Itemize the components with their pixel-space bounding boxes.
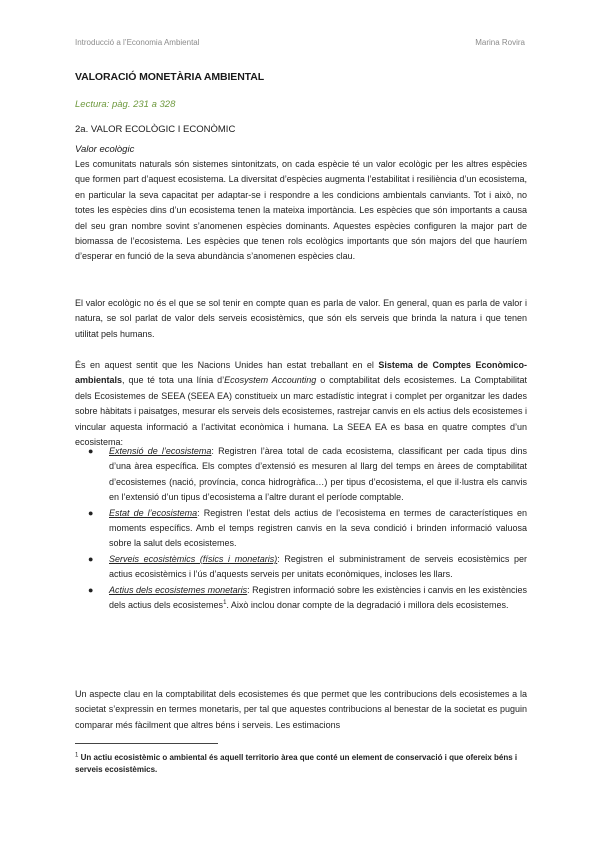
list-item <box>88 552 527 583</box>
bullet-icon: ● <box>88 553 94 564</box>
section-heading: 2a. VALOR ECOLÒGIC I ECONÒMIC <box>75 124 236 135</box>
list-item-text: : Registren el subministrament de serveis ecosistèmics per actius ecosistèmics i l’ús d’aquests serveis per unitats econòmiques, incloses les llars. <box>109 553 527 580</box>
p3-text-a: És en aquest sentit que les Nacions Unides han estat treballant en el <box>75 360 379 370</box>
bullet-icon: ● <box>88 446 94 456</box>
list-item-text: : Registren l’estat dels actius de l’ecosistema en termes de característiques en moments específics. Amb el temps registren canvis en la seva condició i brinden informació valuosa sobre la salut dels ecosistemes. <box>109 507 527 549</box>
p3-text-c: o comptabilitat dels ecosistemes. La Comptabilitat dels Ecosistemes de SEEA (SEEA EA) constitueix un marc estadístic integrat i complet per organitzar les dades sobre hàbitats i paisatges, mesurar els serveis dels ecosistemes, rastrejar canvis en els actius dels ecosistemes i vincular aquesta informació a l’activitat econòmica i humana. La SEEA EA es basa en quatre comptes d’un ecosistema: <box>75 375 527 448</box>
bullet-icon: ● <box>88 584 94 595</box>
footnote-number: 1 <box>75 752 79 759</box>
paragraph-seea <box>75 358 527 450</box>
reading-reference: Lectura: pàg. 231 a 328 <box>75 99 176 110</box>
p3-text-b: , que té tota una línia d’ <box>122 375 225 386</box>
running-header-course: Introducció a l’Economia Ambiental <box>75 38 200 47</box>
list-item-term: Estat de l’ecosistema <box>109 507 198 518</box>
list-item-text-cont: . Això inclou donar compte de la degradació i millora dels ecosistemes. <box>226 600 509 611</box>
running-header-author: Marina Rovira <box>475 38 525 47</box>
page-title: VALORACIÓ MONETÀRIA AMBIENTAL <box>75 71 265 83</box>
footnote-reference[interactable]: 1 <box>223 600 227 607</box>
p3-bold-term: Sistema de Comptes Econòmico-ambientals <box>75 360 527 386</box>
footnote-divider <box>75 743 218 744</box>
list-item-term: Actius dels ecosistemes monetaris <box>109 584 248 595</box>
footnote-text: Un actiu ecosistèmic o ambiental és aquell territorio àrea que conté un element de conservació i que ofereix béns i serveis ecosistèmics. <box>75 753 518 774</box>
list-item-text: : Registren l’àrea total de cada ecosistema, classificant per cada tipus dins d’una àrea específica. Els comptes d’extensió es mesuren al llarg del temps en àrees de comptabilitat d’ecosistemes (nació, província, conca hidrogràfica…) per tipus d’ecosistema, el que il·lustra els canvis en l’extensió d’un tipus d’ecosistema a l’altre durant el període comptable. <box>109 446 527 503</box>
paragraph-value-services: El valor ecològic no és el que se sol tenir en compte quan es parla de valor. En general, quan es parla de valor i natura, se sol parlat de valor dels serveis ecosistèmics, que són els serveis que brinda la natura i que tenen utilitat pels humans. <box>75 298 527 339</box>
bullet-icon: ● <box>88 507 94 518</box>
list-item <box>88 506 527 552</box>
list-item-text: : Registren informació sobre les existències i canvis en les existències dels actius dels ecosistemes <box>109 584 528 611</box>
paragraph-ecological-value: Les comunitats naturals són sistemes sintonitzats, on cada espècie té un valor ecològic per les altres espècies que formen part d’aquest ecosistema. La diversitat d’espècies augmenta l’estabilitat i resiliència d’un ecosistema, en particular la seva capacitat per adaptar-se i respondre a les condicions ambientals canviants. Tot i això, no totes les espècies dins d’un ecosistema tenen la mateixa importància. Les espècies que són importants a causa del seu gran nombre sovint s’anomenen espècies dominants. Aquestes espècies configuren la major part de biomassa de l’ecosistema. Les espècies que tenen rols ecològics importants que són majors del que hauríem d’esperar en funció de la seva abundància s’anomenen espècies clau. <box>75 159 527 262</box>
p3-italic-term: Ecosystem Accounting <box>224 375 317 386</box>
paragraph-monetary: Un aspecte clau en la comptabilitat dels ecosistemes és que permet que les contribucions dels ecosistemes a la societat s’expressin en termes monetaris, per tal que aquestes contribucions al benestar de la societat es puguin comparar més fàcilment que altres béns i serveis. Les estimacions <box>75 689 527 730</box>
footnote <box>75 752 527 776</box>
list-item-term: Serveis ecosistèmics (físics i monetaris) <box>109 553 278 564</box>
list-item-term: Extensió de l’ecosistema <box>109 446 212 456</box>
subsection-heading: Valor ecològic <box>75 144 135 155</box>
list-item <box>88 444 527 506</box>
list-item <box>88 583 527 614</box>
accounts-list <box>88 444 527 613</box>
